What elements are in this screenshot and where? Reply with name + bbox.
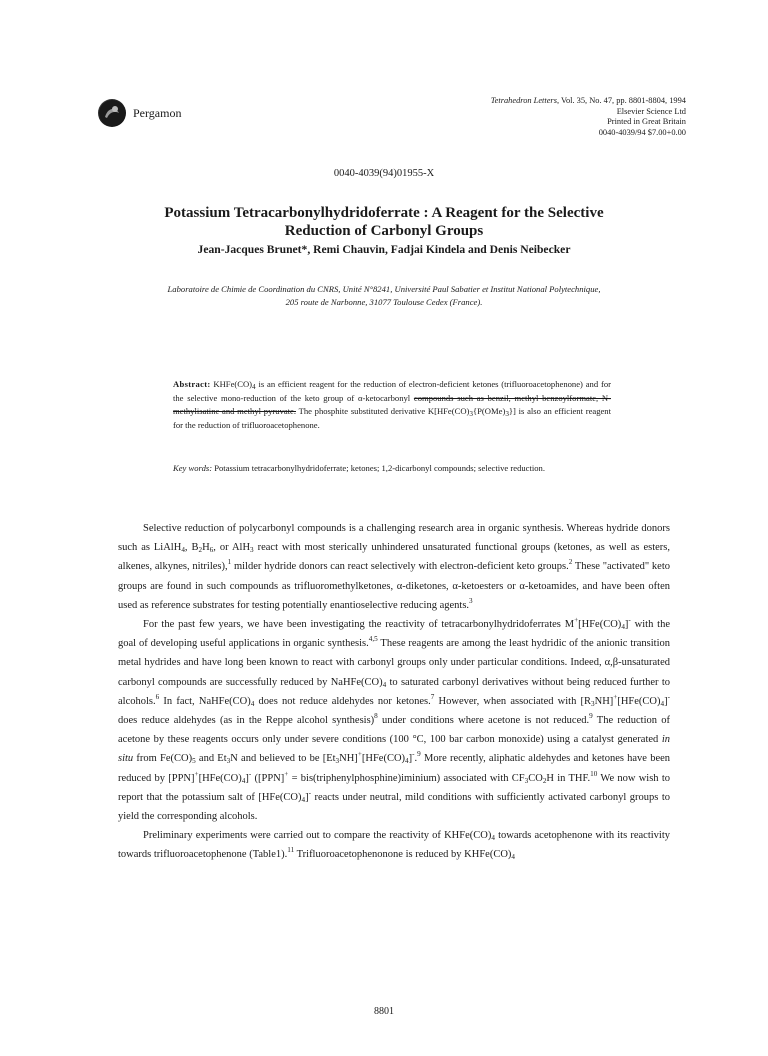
page-number: 8801 — [374, 1006, 394, 1017]
abstract-struck-text: compounds such as benzil, methyl benzoylformate, N-methylisatine and methyl pyruvate. — [173, 392, 611, 417]
abstract-text: is an efficient reagent for the reduction of electron-deficient ketones (trifluoroacetophenone) and for the selective mono-reduction of the keto group of α-ketocarbonyl — [173, 379, 611, 403]
abstract-label: Abstract: — [173, 379, 211, 389]
paper-title — [100, 204, 668, 240]
keywords-label: Key words: — [173, 463, 213, 473]
paragraph: For the past few years, we have been investigating the reactivity of tetracarbonylhydridoferrates $M^+[HFe(CO)_4]^-$ with the goal of developing useful applications in organic synthesis.$^{4,5}$ These reagents are among the least hydridic of the anionic transition metal hydrides and have long been known to react with carbonyl groups only under particular conditions. Indeed, α,β-unsaturated carbonyl compounds are successfully reduced by $NaHFe(CO)_4$ to saturated carbonyl derivatives without being reduced further to alcohols.$^6$ In fact, $NaHFe(CO)_4$ does not reduce aldehydes nor ketones.$^7$ However, when associated with $[R_3NH]^+[HFe(CO)_4]^-$ does reduce aldehydes (as in the Reppe alcohol synthesis)$^8$ under conditions where acetone is not reduced.$^9$ The reduction of acetone by these reagents occurs only under severe conditions (100 °C, 100 bar carbon monoxide) using a catalyst generated in situ from $Fe(CO)_5$ and $Et_3N$ and believed to be $[Et_3NH]^+[HFe(CO)_4]^-.^9$ More recently, aliphatic aldehydes and ketones have been reduced by $[PPN]^+[HFe(CO)_4]^-$ ([PPN]+ = bis(triphenylphosphine)iminium) associated with $CF_3CO_2H$ in THF.$^{10}$ We now wish to report that the potassium salt of $[HFe(CO)_4]^-$ reacts under neutral, mild conditions with sufficiently activated carbonyl groups to yield the corresponding alcohols. — [118, 616, 671, 823]
abstract-text: }] is also an efficient reagent for the reduction of trifluoroacetophenone. — [173, 406, 611, 431]
paragraph: Selective reduction of polycarbonyl compounds is a challenging research area in organic synthesis. Whereas hydride donors such as LiAlH$_4$, $B_2H_6$, or AlH$_3$ react with most sterically unhindered unsaturated functional groups (ketones, as well as esters, alkenes, alkynes, nitriles),$^1$ milder hydride donors can react selectively with electron-deficient keto groups.$^2$ These "activated" keto groups are found in such compounds as trifluoromethylketones, α-diketones, α-ketoesters or α-ketoamides, and have been often used as reference substrates for testing potentially enantioselective reducing agents.$^3$ — [118, 523, 670, 611]
subscript: 3 — [505, 410, 509, 419]
journal-print-line: Printed in Great Britain — [607, 117, 686, 127]
affiliation — [120, 283, 648, 309]
abstract-text: {P(OMe) — [473, 406, 506, 417]
publisher-name: Pergamon — [133, 106, 182, 120]
body-text — [118, 519, 670, 865]
affiliation-line-2: 205 route de Narbonne, 31077 Toulouse Cedex (France). — [285, 297, 483, 307]
journal-price-line: 0040-4039/94 $7.00+0.00 — [598, 127, 686, 137]
article-identifier: 0040-4039(94)01955-X — [333, 168, 435, 179]
keywords — [173, 462, 611, 476]
subscript: 3 — [469, 410, 474, 419]
paragraph: Preliminary experiments were carried out to compare the reactivity of $KHFe(CO)_4$ towards acetophenone with its reactivity towards trifluoroacetophenone (Table1).$^{11}$ Trifluoroacetophenonone is reduced by $KHFe(CO)_4$ — [118, 830, 670, 862]
keywords-text: Potassium tetracarbonylhydridoferrate; ketones; 1,2-dicarbonyl compounds; selective reduction. — [212, 463, 545, 473]
title-line-2: Reduction of Carbonyl Groups — [284, 223, 484, 239]
subscript: 4 — [252, 383, 256, 391]
journal-details: , Vol. 35, No. 47, pp. 8801-8804, 1994 — [556, 96, 686, 105]
journal-publisher-line: Elsevier Science Ltd — [616, 106, 686, 116]
affiliation-line-1: Laboratoire de Chimie de Coordination du CNRS, Unité N°8241, Université Paul Sabatier et Institut National Polytechnique, — [167, 284, 601, 294]
journal-citation — [356, 96, 686, 138]
title-line-1: Potassium Tetracarbonylhydridoferrate : A Reagent for the Selective — [164, 205, 604, 221]
pergamon-logo-icon — [98, 99, 126, 127]
abstract-text: The phosphite substituted derivative K[HFe(CO) — [296, 406, 470, 417]
author-list: Jean-Jacques Brunet*, Remi Chauvin, Fadjai Kindela and Denis Neibecker — [197, 243, 571, 256]
abstract-text: KHFe(CO) — [210, 379, 253, 389]
abstract — [173, 378, 611, 433]
journal-name: Tetrahedron Letters — [490, 96, 557, 105]
